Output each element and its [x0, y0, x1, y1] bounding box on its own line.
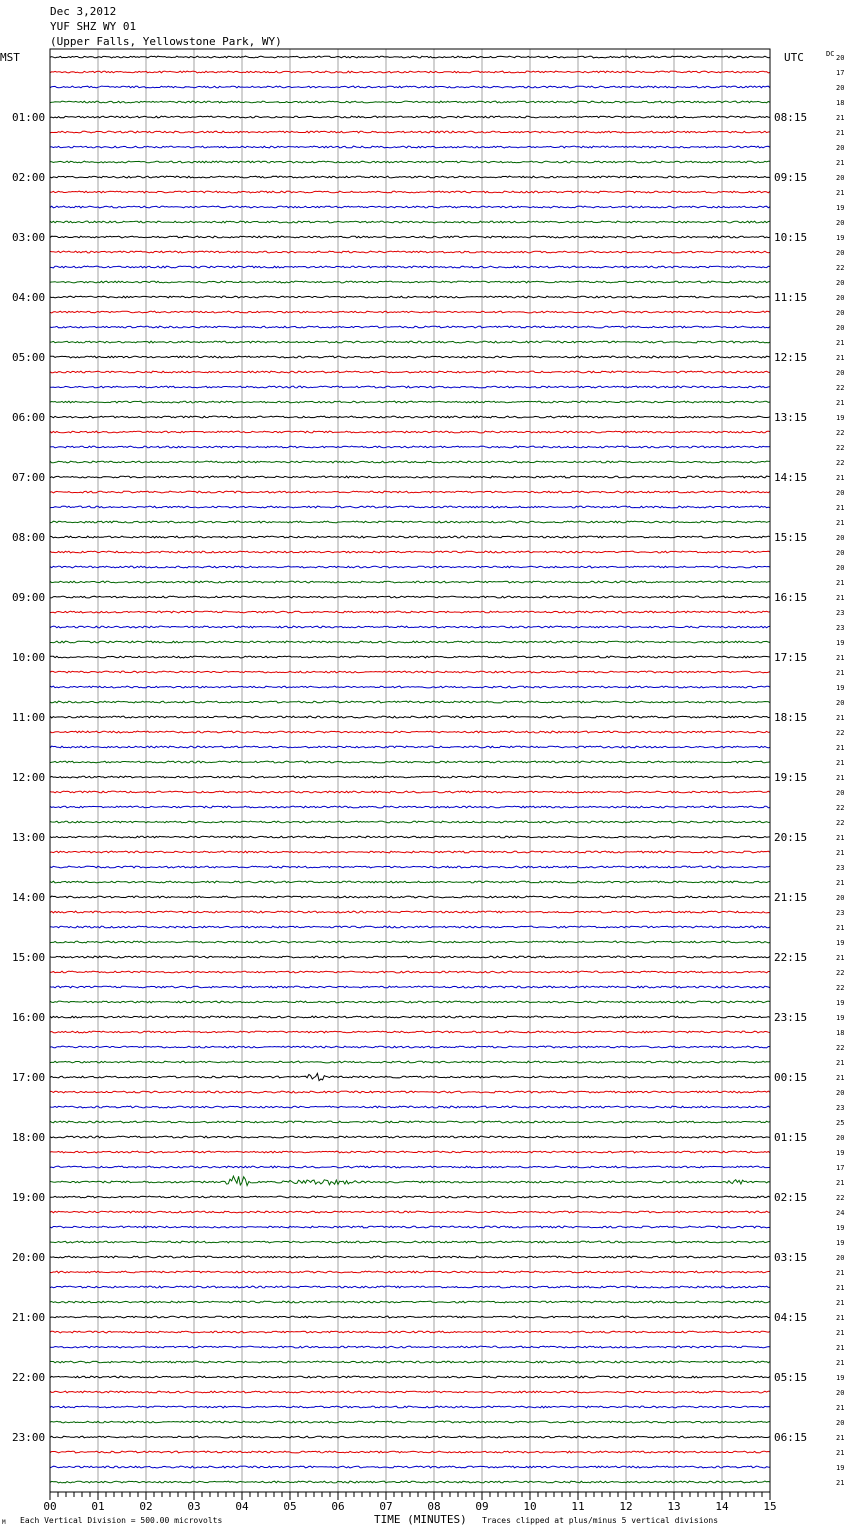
- trace-28: [50, 476, 770, 478]
- utc-tick-label: 23:15: [774, 1011, 808, 1024]
- dc-offset-label: 22: [836, 459, 845, 467]
- dc-offset-label: 20: [836, 174, 845, 182]
- dc-offset-label: 21: [836, 504, 845, 512]
- trace-15: [50, 281, 770, 283]
- utc-tick-label: 02:15: [774, 1191, 808, 1204]
- dc-offset-label: 19: [836, 1014, 845, 1022]
- trace-7: [50, 161, 770, 163]
- dc-offset-label: 22: [836, 819, 845, 827]
- dc-offset-label: 20: [836, 249, 845, 257]
- dc-offset-label: 20: [836, 54, 845, 62]
- dc-offset-label: 20: [836, 84, 845, 92]
- header-location: (Upper Falls, Yellowstone Park, WY): [50, 35, 282, 48]
- utc-axis-label: UTC: [784, 51, 804, 64]
- dc-offset-label: 20: [836, 369, 845, 377]
- utc-tick-label: 15:15: [774, 531, 808, 544]
- dc-offset-label: 25: [836, 1119, 845, 1127]
- dc-offset-label: 21: [836, 354, 845, 362]
- mst-tick-label: 16:00: [12, 1011, 46, 1024]
- dc-offset-label: 21: [836, 744, 845, 752]
- trace-80: [50, 1256, 770, 1258]
- utc-tick-label: 01:15: [774, 1131, 808, 1144]
- trace-25: [50, 431, 770, 433]
- dc-offset-label: 19: [836, 1149, 845, 1157]
- trace-75: [50, 1176, 770, 1185]
- dc-offset-label: 22: [836, 984, 845, 992]
- dc-offset-label: 22: [836, 429, 845, 437]
- dc-offset-label: 21: [836, 1434, 845, 1442]
- trace-29: [50, 491, 770, 493]
- utc-tick-label: 13:15: [774, 411, 808, 424]
- mst-tick-label: 07:00: [12, 471, 46, 484]
- mst-tick-label: 18:00: [12, 1131, 46, 1144]
- trace-93: [50, 1451, 770, 1453]
- trace-10: [50, 206, 770, 208]
- dc-offset-label: 19: [836, 1374, 845, 1382]
- trace-44: [50, 716, 770, 718]
- trace-79: [50, 1241, 770, 1243]
- trace-89: [50, 1391, 770, 1393]
- utc-tick-label: 05:15: [774, 1371, 808, 1384]
- dc-offset-label: 22: [836, 729, 845, 737]
- dc-offset-label: 21: [836, 834, 845, 842]
- trace-50: [50, 806, 770, 808]
- trace-24: [50, 416, 770, 418]
- dc-offset-label: 19: [836, 639, 845, 647]
- mst-tick-label: 01:00: [12, 111, 46, 124]
- dc-offset-label: 22: [836, 384, 845, 392]
- utc-tick-label: 16:15: [774, 591, 808, 604]
- trace-71: [50, 1121, 770, 1123]
- header-station: YUF SHZ WY 01: [50, 20, 137, 33]
- mst-tick-label: 05:00: [12, 351, 46, 364]
- trace-19: [50, 341, 770, 343]
- dc-offset-label: 21: [836, 474, 845, 482]
- dc-offset-label: 21: [836, 849, 845, 857]
- dc-offset-label: 19: [836, 234, 845, 242]
- mst-tick-label: 15:00: [12, 951, 46, 964]
- dc-offset-label: 21: [836, 159, 845, 167]
- mst-tick-label: 19:00: [12, 1191, 46, 1204]
- trace-20: [50, 356, 770, 358]
- dc-offset-label: 21: [836, 954, 845, 962]
- labels: [12, 54, 844, 1513]
- trace-65: [50, 1031, 770, 1033]
- dc-offset-label: 20: [836, 1419, 845, 1427]
- mst-tick-label: 10:00: [12, 651, 46, 664]
- trace-78: [50, 1226, 770, 1228]
- utc-tick-label: 11:15: [774, 291, 808, 304]
- x-tick-label: 12: [619, 1500, 633, 1513]
- trace-11: [50, 221, 770, 223]
- utc-tick-label: 08:15: [774, 111, 808, 124]
- trace-73: [50, 1151, 770, 1153]
- trace-95: [50, 1481, 770, 1483]
- trace-23: [50, 401, 770, 403]
- x-tick-label: 03: [187, 1500, 201, 1513]
- dc-offset-label: 20: [836, 699, 845, 707]
- trace-70: [50, 1106, 770, 1108]
- mst-tick-label: 03:00: [12, 231, 46, 244]
- dc-offset-label: 20: [836, 789, 845, 797]
- utc-tick-label: 09:15: [774, 171, 808, 184]
- dc-offset-label: 20: [836, 1134, 845, 1142]
- x-tick-label: 15: [763, 1500, 777, 1513]
- x-tick-label: 02: [139, 1500, 153, 1513]
- mst-tick-label: 06:00: [12, 411, 46, 424]
- mst-tick-label: 17:00: [12, 1071, 46, 1084]
- trace-41: [50, 671, 770, 673]
- dc-offset-label: 21: [836, 1404, 845, 1412]
- dc-offset-label: 21: [836, 774, 845, 782]
- dc-offset-label: 21: [836, 879, 845, 887]
- trace-40: [50, 656, 770, 658]
- dc-offset-label: 20: [836, 294, 845, 302]
- dc-offset-label: 22: [836, 969, 845, 977]
- trace-45: [50, 731, 770, 733]
- x-tick-label: 05: [283, 1500, 297, 1513]
- dc-offset-label: 20: [836, 534, 845, 542]
- utc-tick-label: 03:15: [774, 1251, 808, 1264]
- trace-48: [50, 776, 770, 778]
- trace-13: [50, 251, 770, 253]
- trace-64: [50, 1016, 770, 1018]
- utc-tick-label: 17:15: [774, 651, 808, 664]
- mst-tick-label: 12:00: [12, 771, 46, 784]
- dc-offset-label: 20: [836, 279, 845, 287]
- trace-39: [50, 641, 770, 643]
- dc-offset-label: 21: [836, 594, 845, 602]
- trace-6: [50, 146, 770, 148]
- dc-offset-label: 21: [836, 1329, 845, 1337]
- dc-offset-label: 21: [836, 1269, 845, 1277]
- trace-85: [50, 1331, 770, 1333]
- dc-offset-label: 18: [836, 99, 845, 107]
- dc-offset-label: 21: [836, 1299, 845, 1307]
- trace-4: [50, 116, 770, 118]
- trace-90: [50, 1406, 770, 1408]
- mst-tick-label: 13:00: [12, 831, 46, 844]
- dc-offset-label: 21: [836, 654, 845, 662]
- x-tick-label: 00: [43, 1500, 57, 1513]
- trace-5: [50, 131, 770, 133]
- trace-8: [50, 176, 770, 178]
- trace-51: [50, 821, 770, 823]
- trace-84: [50, 1316, 770, 1318]
- dc-offset-label: 23: [836, 624, 845, 632]
- dc-offset-label: 19: [836, 1464, 845, 1472]
- utc-tick-label: 06:15: [774, 1431, 808, 1444]
- trace-3: [50, 101, 770, 103]
- dc-offset-label: 17: [836, 1164, 845, 1172]
- trace-46: [50, 746, 770, 748]
- trace-92: [50, 1436, 770, 1438]
- trace-53: [50, 851, 770, 853]
- trace-69: [50, 1091, 770, 1093]
- plot-frame: [50, 49, 770, 1492]
- trace-61: [50, 971, 770, 973]
- dc-offset-label: 21: [836, 1449, 845, 1457]
- dc-offset-label: 19: [836, 684, 845, 692]
- mst-tick-label: 21:00: [12, 1311, 46, 1324]
- trace-27: [50, 461, 770, 463]
- trace-58: [50, 926, 770, 928]
- trace-63: [50, 1001, 770, 1003]
- trace-36: [50, 596, 770, 598]
- trace-12: [50, 236, 770, 238]
- mst-tick-label: 20:00: [12, 1251, 46, 1264]
- dc-offset-label: 19: [836, 1224, 845, 1232]
- mst-tick-label: 14:00: [12, 891, 46, 904]
- dc-offset-label: 21: [836, 189, 845, 197]
- dc-offset-label: 21: [836, 519, 845, 527]
- dc-offset-label: 21: [836, 129, 845, 137]
- mst-axis-label: MST: [0, 51, 20, 64]
- utc-tick-label: 20:15: [774, 831, 808, 844]
- dc-offset-label: 19: [836, 204, 845, 212]
- traces: [50, 56, 770, 1483]
- utc-tick-label: 00:15: [774, 1071, 808, 1084]
- trace-67: [50, 1061, 770, 1063]
- trace-43: [50, 701, 770, 703]
- trace-77: [50, 1211, 770, 1213]
- trace-1: [50, 71, 770, 73]
- x-axis-title: TIME (MINUTES): [374, 1513, 467, 1526]
- dc-offset-label: 21: [836, 1314, 845, 1322]
- dc-offset-label: 19: [836, 939, 845, 947]
- dc-offset-label: 23: [836, 909, 845, 917]
- trace-68: [50, 1073, 770, 1080]
- dc-offset-label: 21: [836, 399, 845, 407]
- dc-offset-label: 21: [836, 924, 845, 932]
- dc-offset-label: 21: [836, 1479, 845, 1487]
- dc-offset-label: 21: [836, 339, 845, 347]
- trace-56: [50, 896, 770, 898]
- trace-72: [50, 1136, 770, 1138]
- mst-tick-label: 09:00: [12, 591, 46, 604]
- dc-offset-label: 18: [836, 1029, 845, 1037]
- dc-offset-label: 24: [836, 1209, 845, 1217]
- utc-tick-label: 19:15: [774, 771, 808, 784]
- trace-42: [50, 686, 770, 688]
- trace-57: [50, 911, 770, 913]
- trace-34: [50, 566, 770, 568]
- x-tick-label: 06: [331, 1500, 345, 1513]
- trace-22: [50, 386, 770, 388]
- dc-offset-label: 20: [836, 309, 845, 317]
- x-tick-label: 11: [571, 1500, 585, 1513]
- trace-55: [50, 881, 770, 883]
- trace-33: [50, 551, 770, 553]
- x-tick-label: 01: [91, 1500, 105, 1513]
- mst-tick-label: 08:00: [12, 531, 46, 544]
- trace-52: [50, 836, 770, 838]
- dc-offset-label: 20: [836, 219, 845, 227]
- trace-9: [50, 191, 770, 193]
- dc-offset-label: 21: [836, 669, 845, 677]
- trace-16: [50, 296, 770, 298]
- trace-74: [50, 1166, 770, 1168]
- dc-offset-label: 19: [836, 999, 845, 1007]
- trace-49: [50, 791, 770, 793]
- x-tick-label: 08: [427, 1500, 441, 1513]
- clip-text: Traces clipped at plus/minus 5 vertical divisions: [482, 1516, 719, 1525]
- dc-offset-label: 19: [836, 1239, 845, 1247]
- trace-94: [50, 1466, 770, 1468]
- dc-offset-label: 23: [836, 1104, 845, 1112]
- dc-offset-label: 22: [836, 264, 845, 272]
- dc-offset-label: 20: [836, 1089, 845, 1097]
- trace-87: [50, 1361, 770, 1363]
- dc-offset-label: 22: [836, 1044, 845, 1052]
- trace-38: [50, 626, 770, 628]
- dc-offset-label: 20: [836, 489, 845, 497]
- trace-2: [50, 86, 770, 88]
- utc-tick-label: 04:15: [774, 1311, 808, 1324]
- trace-0: [50, 56, 770, 58]
- dc-offset-label: 23: [836, 864, 845, 872]
- dc-offset-label: 20: [836, 894, 845, 902]
- trace-82: [50, 1286, 770, 1288]
- mst-tick-label: 22:00: [12, 1371, 46, 1384]
- utc-tick-label: 14:15: [774, 471, 808, 484]
- x-tick-label: 10: [523, 1500, 537, 1513]
- dc-offset-label: 20: [836, 549, 845, 557]
- utc-tick-label: 12:15: [774, 351, 808, 364]
- mst-tick-label: 02:00: [12, 171, 46, 184]
- trace-37: [50, 611, 770, 613]
- utc-tick-label: 22:15: [774, 951, 808, 964]
- trace-26: [50, 446, 770, 448]
- trace-47: [50, 761, 770, 763]
- trace-81: [50, 1271, 770, 1273]
- dc-offset-label: 20: [836, 144, 845, 152]
- mst-tick-label: 11:00: [12, 711, 46, 724]
- dc-offset-label: 21: [836, 1359, 845, 1367]
- dc-offset-label: 20: [836, 1389, 845, 1397]
- trace-88: [50, 1376, 770, 1378]
- trace-30: [50, 506, 770, 508]
- trace-14: [50, 266, 770, 268]
- dc-offset-label: 21: [836, 1284, 845, 1292]
- x-tick-label: 07: [379, 1500, 393, 1513]
- x-tick-label: 14: [715, 1500, 729, 1513]
- trace-17: [50, 311, 770, 313]
- dc-offset-label: 21: [836, 1059, 845, 1067]
- dc-offset-label: 23: [836, 609, 845, 617]
- scale-prefix: M: [2, 1519, 6, 1526]
- dc-offset-label: 21: [836, 1074, 845, 1082]
- dc-offset-label: 21: [836, 114, 845, 122]
- trace-21: [50, 371, 770, 373]
- mst-tick-label: 04:00: [12, 291, 46, 304]
- trace-54: [50, 866, 770, 868]
- dc-offset-label: 21: [836, 759, 845, 767]
- scale-text: Each Vertical Division = 500.00 microvolts: [20, 1516, 223, 1525]
- trace-91: [50, 1421, 770, 1423]
- dc-offset-label: 21: [836, 714, 845, 722]
- header-date: Dec 3,2012: [50, 5, 117, 18]
- dc-offset-label: 20: [836, 324, 845, 332]
- dc-offset-label: 20: [836, 564, 845, 572]
- dc-offset-label: 21: [836, 579, 845, 587]
- dc-offset-label: 20: [836, 1254, 845, 1262]
- dc-offset-label: 21: [836, 1179, 845, 1187]
- trace-18: [50, 326, 770, 328]
- dc-offset-label: 22: [836, 1194, 845, 1202]
- dc-offset-label: 22: [836, 804, 845, 812]
- dc-offset-label: 17: [836, 69, 845, 77]
- dc-offset-label: 21: [836, 1344, 845, 1352]
- x-tick-label: 04: [235, 1500, 249, 1513]
- trace-76: [50, 1196, 770, 1198]
- dc-offset-label: 19: [836, 414, 845, 422]
- dc-label: DC: [826, 50, 835, 58]
- utc-tick-label: 10:15: [774, 231, 808, 244]
- utc-tick-label: 21:15: [774, 891, 808, 904]
- x-tick-label: 09: [475, 1500, 489, 1513]
- trace-59: [50, 941, 770, 943]
- grid: [98, 49, 722, 1492]
- trace-35: [50, 581, 770, 583]
- trace-60: [50, 956, 770, 958]
- trace-83: [50, 1301, 770, 1303]
- trace-86: [50, 1346, 770, 1348]
- trace-62: [50, 986, 770, 988]
- trace-31: [50, 521, 770, 523]
- x-tick-label: 13: [667, 1500, 681, 1513]
- dc-offset-label: 22: [836, 444, 845, 452]
- trace-66: [50, 1046, 770, 1048]
- trace-32: [50, 536, 770, 538]
- mst-tick-label: 23:00: [12, 1431, 46, 1444]
- utc-tick-label: 18:15: [774, 711, 808, 724]
